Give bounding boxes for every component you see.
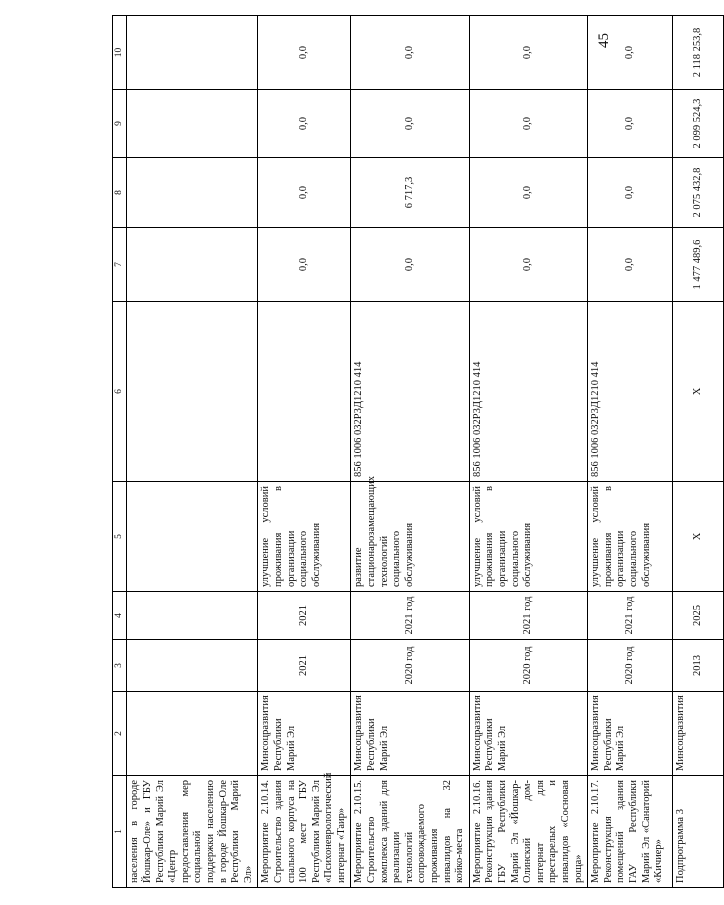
cell-result: улучшение условий проживания в организации социального обслуживания [258,482,351,592]
cell-end-year: 2021 [258,592,351,640]
cell-amount-8: 6 717,3 [351,158,469,228]
cell-result: улучшение условий проживания в организации социального обслуживания [588,482,673,592]
cell-result [127,482,258,592]
program-table [112,15,724,888]
cell-amount-7: 1 477 489,6 [673,228,724,302]
cell-end-year: 2021 год [588,592,673,640]
cell-amount-7: 0,0 [588,228,673,302]
cell-amount-8: 2 075 432,8 [673,158,724,228]
cell-amount-8: 0,0 [469,158,587,228]
cell-budget-code: Х [673,302,724,482]
cell-amount-10: 0,0 [258,16,351,90]
cell-start-year [127,640,258,692]
cell-result: развитие стационарозамещающих технологий социального обслуживания [351,482,469,592]
table-row [127,16,258,888]
cell-amount-10: 2 118 253,8 [673,16,724,90]
cell-result: улучшение условий проживания в организации социального обслуживания [469,482,587,592]
cell-start-year: 2013 [673,640,724,692]
cell-amount-9: 0,0 [258,90,351,158]
cell-event-name: Мероприятие 2.10.15. Строительство комплекса зданий для реализации технологий сопровождаемого проживания инвалидов на 32 койко-места [351,776,469,888]
cell-budget-code [258,302,351,482]
header-row [113,16,127,888]
table-row [351,16,469,888]
cell-budget-code [127,302,258,482]
cell-executor: Минсоцразвития Республики Марий Эл [351,692,469,776]
col-header-1: 1 [113,776,127,888]
rotated-table-container [112,16,703,888]
cell-event-name: Мероприятие 2.10.14. Строительство здания спального корпуса на 100 мест ГБУ Республики Марий Эл «Психоневрологический интернат «Таир» [258,776,351,888]
col-header-9: 9 [113,90,127,158]
cell-start-year: 2020 год [588,640,673,692]
col-header-3: 3 [113,640,127,692]
cell-amount-9: 0,0 [351,90,469,158]
col-header-6: 6 [113,302,127,482]
cell-budget-code: 856 1006 032Р3Д1210 414 [469,302,587,482]
cell-amount-7: 0,0 [351,228,469,302]
cell-event-name: населения в городе Йошкар-Оле» и ГБУ Республики Марий Эл «Центр предоставления мер социальной поддержки населению в городе Йошкар-Оле Республики Марий Эл» [127,776,258,888]
cell-amount-9: 2 099 524,3 [673,90,724,158]
cell-amount-9: 0,0 [469,90,587,158]
subprogram-total-row [673,16,724,888]
cell-event-name: Мероприятие 2.10.16. Реконструкция здания ГБУ Республики Марий Эл «Йошкар-Олинский дом-интернат для престарелых и инвалидов «Сосновая роща» [469,776,587,888]
cell-executor: Минсоцразвития Республики Марий Эл [258,692,351,776]
col-header-5: 5 [113,482,127,592]
cell-amount-7: 0,0 [469,228,587,302]
cell-amount-8: 0,0 [258,158,351,228]
cell-amount-8 [127,158,258,228]
table-row [258,16,351,888]
cell-executor: Минсоцразвития Республики Марий Эл [469,692,587,776]
cell-amount-7: 0,0 [258,228,351,302]
col-header-4: 4 [113,592,127,640]
cell-budget-code: 856 1006 032Р3Д1210 414 [588,302,673,482]
col-header-10: 10 [113,16,127,90]
cell-budget-code: 856 1006 032Р3Д1210 414 [351,302,469,482]
cell-amount-10: 0,0 [351,16,469,90]
cell-amount-9 [127,90,258,158]
cell-end-year [127,592,258,640]
cell-executor: Минсоцразвития Республики Марий Эл [588,692,673,776]
cell-event-name: Подпрограмма 3 [673,776,724,888]
col-header-8: 8 [113,158,127,228]
cell-end-year: 2025 [673,592,724,640]
cell-end-year: 2021 год [351,592,469,640]
cell-amount-10: 0,0 [469,16,587,90]
cell-amount-9: 0,0 [588,90,673,158]
cell-start-year: 2020 год [351,640,469,692]
col-header-2: 2 [113,692,127,776]
page-number: 45 [596,33,612,48]
cell-amount-7 [127,228,258,302]
cell-executor [127,692,258,776]
cell-executor: Минсоцразвития [673,692,724,776]
cell-amount-10: 0,0 [588,16,673,90]
cell-result: Х [673,482,724,592]
table-row [588,16,673,888]
cell-start-year: 2021 [258,640,351,692]
cell-amount-8: 0,0 [588,158,673,228]
cell-amount-10 [127,16,258,90]
cell-event-name: Мероприятие 2.10.17. Реконструкция помещений здания ГАУ Республики Марий Эл «Санаторий «Кичиер» [588,776,673,888]
cell-start-year: 2020 год [469,640,587,692]
cell-end-year: 2021 год [469,592,587,640]
table-row [469,16,587,888]
col-header-7: 7 [113,228,127,302]
